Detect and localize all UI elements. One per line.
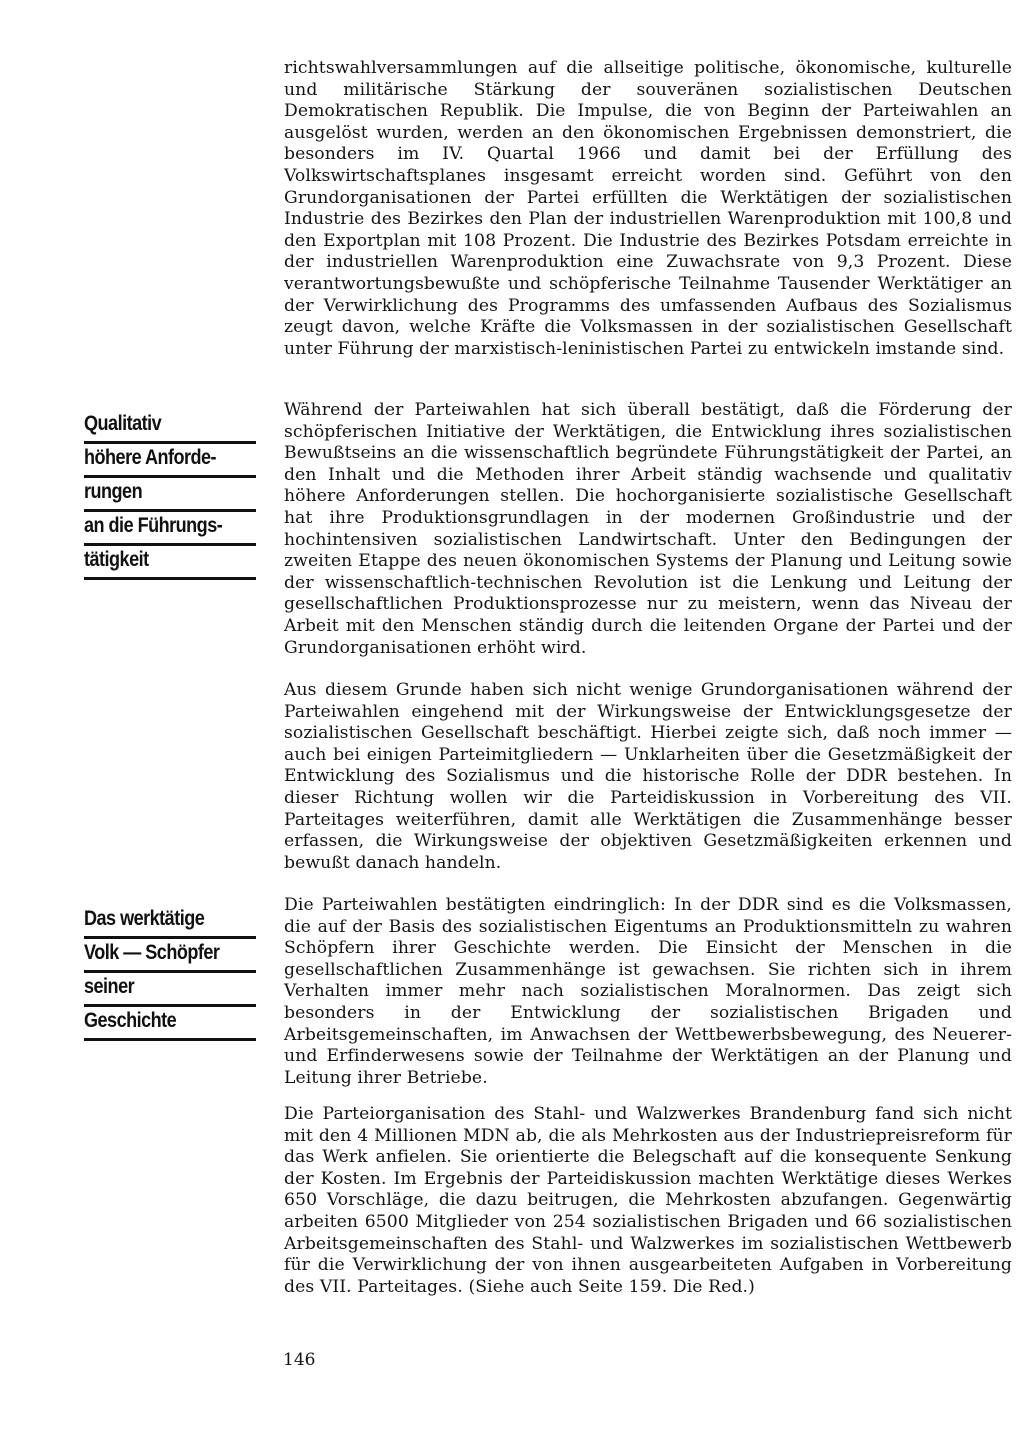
- heading-underline: [84, 936, 256, 939]
- body-paragraph: Während der Parteiwahlen hat sich überall bestätigt, daß die Förderung der schöpferischen Initiative der Werktätigen, die Entwicklung ihres sozialistischen Bewußtseins an die wissenschaftlich begründete Führungstätigkeit der Partei, an den Inhalt und die Methoden ihrer Arbeit ständig wachsende und qualitativ höhere Anforderungen stellen. Die hochorganisierte sozialistische Gesellschaft hat ihre Produktionsgrundlagen in der modernen Großindustrie und der hochintensiven sozialistischen Landwirtschaft. Unter den Bedingungen der zweiten Etappe des neuen ökonomischen Systems der Planung und Leitung sowie der wissenschaftlich-technischen Revolution ist die Lenkung und Leitung der gesellschaftlichen Produktionsprozesse nur zu meistern, wenn das Niveau der Arbeit mit den Menschen ständig durch die leitenden Organe der Partei und der Grundorganisationen erhöht wird.: [284, 400, 1012, 658]
- sidebar-heading-1-line: höhere Anforde-: [84, 446, 217, 469]
- body-paragraph: Die Parteiwahlen bestätigten eindringlich: In der DDR sind es die Volksmassen, die auf der Basis des sozialistischen Eigentums an Produktionsmitteln zu wahren Schöpfern ihrer Geschichte werden. Die Einsicht der Menschen in die gesellschaftlichen Zusammenhänge ist gewachsen. Sie richten sich in ihrem Verhalten immer mehr nach sozialistischen Moralnormen. Das zeigt sich besonders in der Entwicklung der sozialistischen Brigaden und Arbeitsgemeinschaften, im Anwachsen der Wettbewerbsbewegung, des Neuerer- und Erfinderwesens sowie der Teilnahme der Werktätigen an der Planung und Leitung ihrer Betriebe.: [284, 895, 1012, 1088]
- heading-underline: [84, 970, 256, 973]
- heading-underline: [84, 509, 256, 512]
- heading-underline: [84, 475, 256, 478]
- paragraph-5-block: [284, 1104, 1012, 1298]
- sidebar-heading-1-line: an die Führungs-: [84, 514, 223, 537]
- sidebar-heading-1-line: Qualitativ: [84, 412, 162, 435]
- heading-underline: [84, 441, 256, 444]
- body-paragraph: Aus diesem Grunde haben sich nicht wenige Grundorganisationen während der Parteiwahlen eingehend mit der Wirkungsweise der Entwicklungsgesetze der sozialistischen Gesellschaft beschäftigt. Hierbei zeigte sich, daß noch immer — auch bei einigen Parteimitgliedern — Unklarheiten über die Gesetzmäßigkeit der Entwicklung des Sozialismus und die historische Rolle der DDR bestehen. In dieser Richtung wollen wir die Parteidiskussion in Vorbereitung des VII. Parteitages weiterführen, damit alle Werktätigen die Zusammenhänge besser erfassen, die Wirkungsweise der objektiven Gesetzmäßigkeiten erkennen und bewußt danach handeln.: [284, 680, 1012, 873]
- heading-underline: [84, 1004, 256, 1007]
- paragraph-1-block: [284, 58, 1012, 360]
- sidebar-heading-1-line: rungen: [84, 480, 143, 503]
- heading-underline: [84, 577, 256, 580]
- heading-underline: [84, 1038, 256, 1041]
- sidebar-heading-2-line: Das werktätige: [84, 907, 205, 930]
- body-paragraph: richtswahlversammlungen auf die allseitige politische, ökonomische, kulturelle und militärische Stärkung der souveränen sozialistischen Deutschen Demokratischen Republik. Die Impulse, die von Beginn der Parteiwahlen an ausgelöst wurden, werden an den ökonomischen Ergebnissen demonstriert, die besonders im IV. Quartal 1966 und damit bei der Erfüllung des Volkswirtschaftsplanes insgesamt erreicht worden sind. Geführt von den Grundorganisationen der Partei erfüllten die Werktätigen der sozialistischen Industrie des Bezirkes den Plan der industriellen Warenproduktion mit 100,8 und den Exportplan mit 108 Prozent. Die Industrie des Bezirkes Potsdam erreichte in der industriellen Warenproduktion eine Zuwachsrate von 9,3 Prozent. Diese verantwortungsbewußte und schöpferische Teilnahme Tausender Werktätiger an der Verwirklichung des Programms des umfassenden Aufbaus des Sozialismus zeugt davon, welche Kräfte die Volksmassen in der sozialistischen Gesellschaft unter Führung der marxistisch-leninistischen Partei zu entwickeln imstande sind.: [284, 58, 1012, 359]
- sidebar-heading-2-line: Volk — Schöpfer: [84, 941, 220, 964]
- body-paragraph: Die Parteiorganisation des Stahl- und Walzwerkes Brandenburg fand sich nicht mit den 4 Millionen MDN ab, die als Mehrkosten aus der Industriepreisreform für das Werk anfielen. Sie orientierte die Belegschaft auf die konsequente Senkung der Kosten. Im Ergebnis der Parteidiskussion machten Werktätige dieses Werkes 650 Vorschläge, die dazu beitrugen, die Mehrkosten abzufangen. Gegenwärtig arbeiten 6500 Mitglieder von 254 sozialistischen Brigaden und 66 sozialistischen Arbeitsgemeinschaften des Stahl- und Walzwerkes im sozialistischen Wettbewerb für die Verwirklichung der von ihnen ausgearbeiteten Aufgaben in Vorbereitung des VII. Parteitages. (Siehe auch Seite 159. Die Red.): [284, 1104, 1012, 1297]
- paragraph-2-block: [284, 400, 1012, 659]
- page-number: 146: [283, 1350, 316, 1370]
- heading-underline: [84, 543, 256, 546]
- paragraph-3-block: [284, 680, 1012, 874]
- sidebar-heading-1: [84, 407, 237, 577]
- sidebar-heading-2-line: seiner: [84, 975, 135, 998]
- paragraph-4-block: [284, 895, 1012, 1089]
- sidebar-heading-2-line: Geschichte: [84, 1009, 177, 1032]
- sidebar-heading-1-line: tätigkeit: [84, 548, 149, 571]
